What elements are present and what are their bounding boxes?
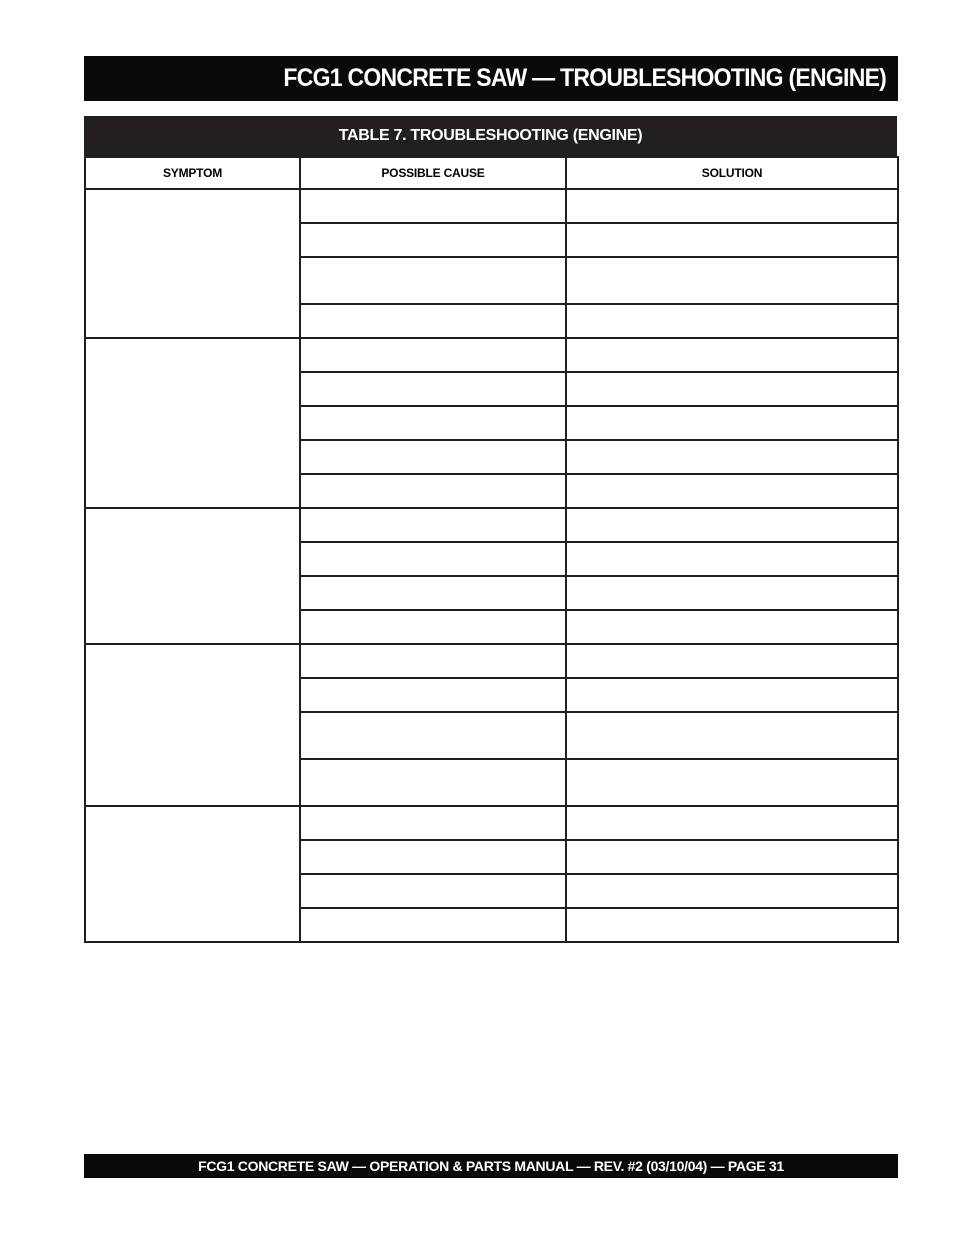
cause-cell xyxy=(300,304,566,338)
cause-cell xyxy=(300,678,566,712)
table-row xyxy=(85,338,898,372)
solution-cell xyxy=(566,874,898,908)
solution-cell xyxy=(566,542,898,576)
solution-cell xyxy=(566,474,898,508)
cause-cell xyxy=(300,189,566,223)
cause-cell xyxy=(300,474,566,508)
cause-cell xyxy=(300,338,566,372)
solution-cell xyxy=(566,508,898,542)
cause-cell xyxy=(300,508,566,542)
page-title: FCG1 CONCRETE SAW — TROUBLESHOOTING (ENGINE) xyxy=(283,64,886,92)
solution-cell xyxy=(566,840,898,874)
footer-text: FCG1 CONCRETE SAW — OPERATION & PARTS MANUAL — REV. #2 (03/10/04) — PAGE 31 xyxy=(198,1158,784,1174)
column-header-solution: SOLUTION xyxy=(566,157,898,189)
solution-cell xyxy=(566,338,898,372)
table-row xyxy=(85,644,898,678)
solution-cell xyxy=(566,908,898,942)
symptom-cell xyxy=(85,644,300,806)
symptom-cell xyxy=(85,508,300,644)
solution-cell xyxy=(566,440,898,474)
cause-cell xyxy=(300,759,566,806)
solution-cell xyxy=(566,223,898,257)
solution-cell xyxy=(566,806,898,840)
cause-cell xyxy=(300,712,566,759)
symptom-cell xyxy=(85,189,300,338)
solution-cell xyxy=(566,189,898,223)
cause-cell xyxy=(300,840,566,874)
cause-cell xyxy=(300,223,566,257)
solution-cell xyxy=(566,372,898,406)
column-header-symptom: SYMPTOM xyxy=(85,157,300,189)
cause-cell xyxy=(300,372,566,406)
solution-cell xyxy=(566,610,898,644)
cause-cell xyxy=(300,542,566,576)
table-row xyxy=(85,508,898,542)
solution-cell xyxy=(566,406,898,440)
symptom-cell xyxy=(85,806,300,942)
cause-cell xyxy=(300,257,566,304)
solution-cell xyxy=(566,576,898,610)
cause-cell xyxy=(300,874,566,908)
troubleshooting-table-container xyxy=(84,116,897,943)
symptom-cell xyxy=(85,338,300,508)
cause-cell xyxy=(300,406,566,440)
column-header-possible-cause: POSSIBLE CAUSE xyxy=(300,157,566,189)
table-row xyxy=(85,806,898,840)
cause-cell xyxy=(300,440,566,474)
solution-cell xyxy=(566,678,898,712)
table-header-row xyxy=(85,157,898,189)
solution-cell xyxy=(566,759,898,806)
table-caption: TABLE 7. TROUBLESHOOTING (ENGINE) xyxy=(84,116,897,156)
troubleshooting-table xyxy=(84,156,899,943)
page-title-bar xyxy=(84,56,898,101)
solution-cell xyxy=(566,257,898,304)
cause-cell xyxy=(300,576,566,610)
cause-cell xyxy=(300,908,566,942)
solution-cell xyxy=(566,712,898,759)
cause-cell xyxy=(300,644,566,678)
cause-cell xyxy=(300,806,566,840)
solution-cell xyxy=(566,644,898,678)
page-footer xyxy=(84,1154,898,1178)
table-row xyxy=(85,189,898,223)
cause-cell xyxy=(300,610,566,644)
solution-cell xyxy=(566,304,898,338)
